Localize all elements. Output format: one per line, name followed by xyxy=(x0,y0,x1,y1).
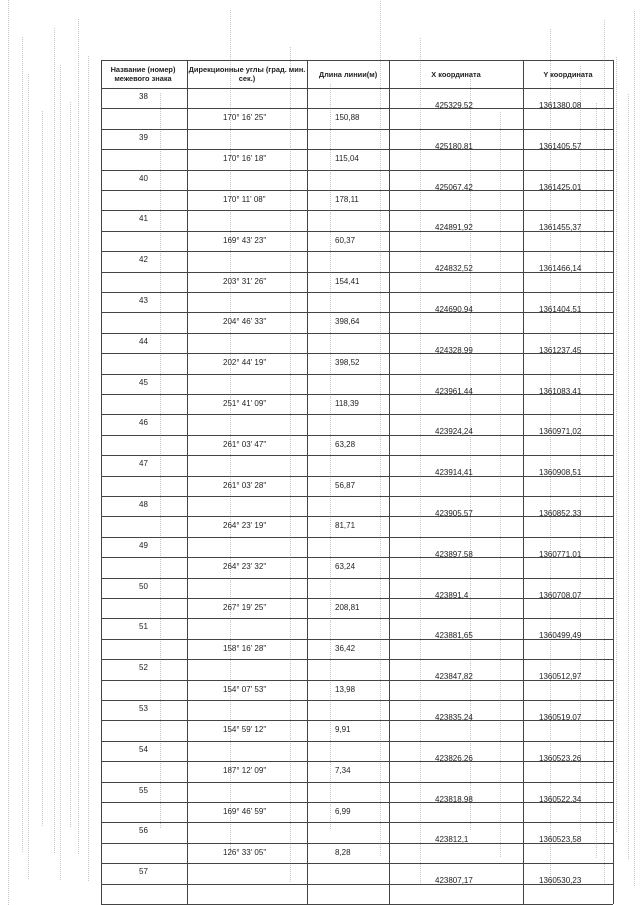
point-number: 54 xyxy=(139,744,148,754)
table-row-line xyxy=(101,537,613,538)
x-coordinate: 425180,81 xyxy=(435,141,473,151)
x-coordinate: 423881,65 xyxy=(435,631,473,641)
line-length: 154,41 xyxy=(335,276,360,286)
y-coordinate: 1360908,51 xyxy=(539,468,582,478)
point-number: 44 xyxy=(139,336,148,346)
table-row-line xyxy=(101,578,613,579)
point-number: 55 xyxy=(139,785,148,795)
table-row-line xyxy=(101,557,613,558)
line-length: 63,28 xyxy=(335,439,356,449)
table-row-line xyxy=(101,414,613,415)
y-coordinate: 1360852,33 xyxy=(539,509,582,518)
x-coordinate: 423905,57 xyxy=(435,509,473,518)
coordinates-table xyxy=(101,60,613,886)
table-row-line xyxy=(101,333,613,334)
line-length: 81,71 xyxy=(335,521,356,531)
table-col-line xyxy=(187,60,188,904)
line-length: 9,91 xyxy=(335,725,351,735)
header-angle: Дирекционные углы (град. мин. сек.) xyxy=(188,65,306,83)
table-col-line xyxy=(389,60,390,904)
table-row-line xyxy=(101,455,613,456)
x-coordinate: 423807,17 xyxy=(435,876,473,886)
line-length: 13,98 xyxy=(335,684,356,694)
y-coordinate: 1360530,23 xyxy=(539,876,582,886)
line-length: 150,88 xyxy=(335,113,360,123)
point-number: 45 xyxy=(139,377,148,387)
table-row-line xyxy=(101,884,613,885)
point-number: 38 xyxy=(139,92,148,101)
scan-artifact xyxy=(634,11,635,886)
scan-artifact xyxy=(616,57,617,832)
table-row-line xyxy=(101,251,613,252)
header-length: Длина линии(м) xyxy=(318,69,378,79)
table-col-line xyxy=(613,60,614,904)
point-number: 46 xyxy=(139,418,148,428)
direction-angle: 154° 07' 53" xyxy=(223,684,267,694)
scan-artifact xyxy=(42,111,43,826)
y-coordinate: 1361455,37 xyxy=(539,223,582,233)
x-coordinate: 423924,24 xyxy=(435,427,473,437)
direction-angle: 264° 23' 19" xyxy=(223,521,267,531)
point-number: 40 xyxy=(139,173,148,183)
table-row-line xyxy=(101,272,613,273)
table-row-line xyxy=(101,618,613,619)
direction-angle: 204° 46' 33" xyxy=(223,317,267,327)
x-coordinate: 424832,52 xyxy=(435,264,473,274)
point-number: 49 xyxy=(139,540,148,550)
scan-artifact xyxy=(54,28,55,853)
table-row-line xyxy=(101,598,613,599)
table-row-line xyxy=(101,476,613,477)
table-row-line xyxy=(101,60,613,61)
table-row-line xyxy=(101,496,613,497)
table-row-line xyxy=(101,190,613,191)
table-row-line xyxy=(101,435,613,436)
line-length: 36,42 xyxy=(335,643,356,653)
scan-artifact xyxy=(70,102,71,827)
line-length: 208,81 xyxy=(335,603,360,612)
line-length: 178,11 xyxy=(335,195,359,204)
table-row-line xyxy=(101,700,613,701)
direction-angle: 154° 59' 12" xyxy=(223,725,267,735)
table-row-line xyxy=(101,720,613,721)
direction-angle: 264° 23' 32" xyxy=(223,562,267,572)
table-row-line xyxy=(101,822,613,823)
table-row-line xyxy=(101,680,613,681)
y-coordinate: 1360523,58 xyxy=(539,835,582,845)
line-length: 56,87 xyxy=(335,480,356,490)
direction-angle: 170° 16' 25" xyxy=(223,113,267,123)
point-number: 43 xyxy=(139,296,148,305)
y-coordinate: 1360523,26 xyxy=(539,753,582,763)
line-length: 6,99 xyxy=(335,807,351,816)
table-row-line xyxy=(101,231,613,232)
x-coordinate: 423961,44 xyxy=(435,386,473,396)
point-number: 39 xyxy=(139,132,148,142)
table-row-line xyxy=(101,639,613,640)
direction-angle: 203° 31' 26" xyxy=(223,276,267,286)
x-coordinate: 424690,94 xyxy=(435,305,473,314)
table-row-line xyxy=(101,149,613,150)
table-row-line xyxy=(101,129,613,130)
header-name: Название (номер) межевого знака xyxy=(110,65,176,83)
direction-angle: 187° 12' 09" xyxy=(223,766,267,776)
point-number: 51 xyxy=(139,622,148,632)
direction-angle: 169° 46' 59" xyxy=(223,807,267,816)
x-coordinate: 423818,98 xyxy=(435,794,473,804)
direction-angle: 158° 16' 28" xyxy=(223,643,267,653)
y-coordinate: 1361083,41 xyxy=(539,386,582,396)
direction-angle: 261° 03' 47" xyxy=(223,439,267,449)
x-coordinate: 423914,41 xyxy=(435,468,473,478)
table-row-line xyxy=(101,802,613,803)
point-number: 42 xyxy=(139,255,148,265)
scan-artifact xyxy=(8,0,9,905)
x-coordinate: 424891,92 xyxy=(435,223,473,233)
table-row-line xyxy=(101,170,613,171)
point-number: 47 xyxy=(139,459,148,469)
direction-angle: 202° 44' 19" xyxy=(223,358,267,368)
x-coordinate: 423812,1 xyxy=(435,835,469,845)
table-row-line xyxy=(101,353,613,354)
y-coordinate: 1360771,01 xyxy=(539,549,582,559)
line-length: 115,04 xyxy=(335,154,359,164)
scan-artifact xyxy=(28,74,29,879)
line-length: 8,28 xyxy=(335,847,351,857)
y-coordinate: 1360522,34 xyxy=(539,794,582,804)
x-coordinate: 423897,58 xyxy=(435,549,473,559)
direction-angle: 169° 43' 23" xyxy=(223,235,267,245)
line-length: 7,34 xyxy=(335,766,351,776)
table-row-line xyxy=(101,741,613,742)
table-col-line xyxy=(101,60,102,904)
x-coordinate: 423891,4 xyxy=(435,590,469,600)
line-length: 60,37 xyxy=(335,235,356,245)
x-coordinate: 423847,82 xyxy=(435,672,473,682)
y-coordinate: 1360499,49 xyxy=(539,631,582,641)
header-y: Y координата xyxy=(543,69,593,79)
direction-angle: 126° 33' 05" xyxy=(223,847,267,857)
table-row-line xyxy=(101,108,613,109)
table-row-line xyxy=(101,863,613,864)
header-x: X координата xyxy=(431,69,481,79)
direction-angle: 267° 19' 25" xyxy=(223,603,267,612)
scan-artifact xyxy=(78,19,79,854)
point-number: 57 xyxy=(139,867,148,877)
point-number: 52 xyxy=(139,663,148,673)
point-number: 48 xyxy=(139,500,148,509)
table-row-line xyxy=(101,516,613,517)
table-row-line xyxy=(101,312,613,313)
point-number: 50 xyxy=(139,581,148,591)
scan-artifact xyxy=(60,65,61,880)
x-coordinate: 424328,99 xyxy=(435,345,473,355)
x-coordinate: 423835,24 xyxy=(435,713,473,722)
table-row-line xyxy=(101,843,613,844)
y-coordinate: 1361380,08 xyxy=(539,101,582,110)
scan-artifact xyxy=(88,56,89,881)
table-row-line xyxy=(101,761,613,762)
line-length: 398,64 xyxy=(335,317,360,327)
point-number: 53 xyxy=(139,704,148,713)
y-coordinate: 1360512,97 xyxy=(539,672,582,682)
scan-artifact xyxy=(628,94,629,859)
table-col-line xyxy=(307,60,308,904)
y-coordinate: 1361405,57 xyxy=(539,141,582,151)
y-coordinate: 1360971,02 xyxy=(539,427,582,437)
y-coordinate: 1361466,14 xyxy=(539,264,582,274)
point-number: 56 xyxy=(139,826,148,836)
y-coordinate: 1360708,07 xyxy=(539,590,582,600)
table-row-line xyxy=(101,210,613,211)
direction-angle: 170° 16' 18" xyxy=(223,154,267,164)
table-row-line xyxy=(101,782,613,783)
y-coordinate: 1361237,45 xyxy=(539,345,582,355)
table-col-line xyxy=(523,60,524,904)
table-row-line xyxy=(101,374,613,375)
direction-angle: 261° 03' 28" xyxy=(223,480,267,490)
scan-artifact xyxy=(22,37,23,852)
y-coordinate: 1361404,51 xyxy=(539,305,582,314)
direction-angle: 170° 11' 08" xyxy=(223,195,266,204)
x-coordinate: 425067,42 xyxy=(435,182,473,192)
direction-angle: 251° 41' 09" xyxy=(223,399,267,408)
line-length: 63,24 xyxy=(335,562,356,572)
line-length: 118,39 xyxy=(335,399,359,408)
x-coordinate: 423826,26 xyxy=(435,753,473,763)
table-row-line xyxy=(101,292,613,293)
y-coordinate: 1361425,01 xyxy=(539,182,582,192)
header-bottom-line xyxy=(101,88,613,89)
line-length: 398,52 xyxy=(335,358,360,368)
table-row-line xyxy=(101,659,613,660)
point-number: 41 xyxy=(139,214,148,224)
x-coordinate: 425329,52 xyxy=(435,101,473,110)
y-coordinate: 1360519,07 xyxy=(539,713,582,722)
table-row-line xyxy=(101,394,613,395)
